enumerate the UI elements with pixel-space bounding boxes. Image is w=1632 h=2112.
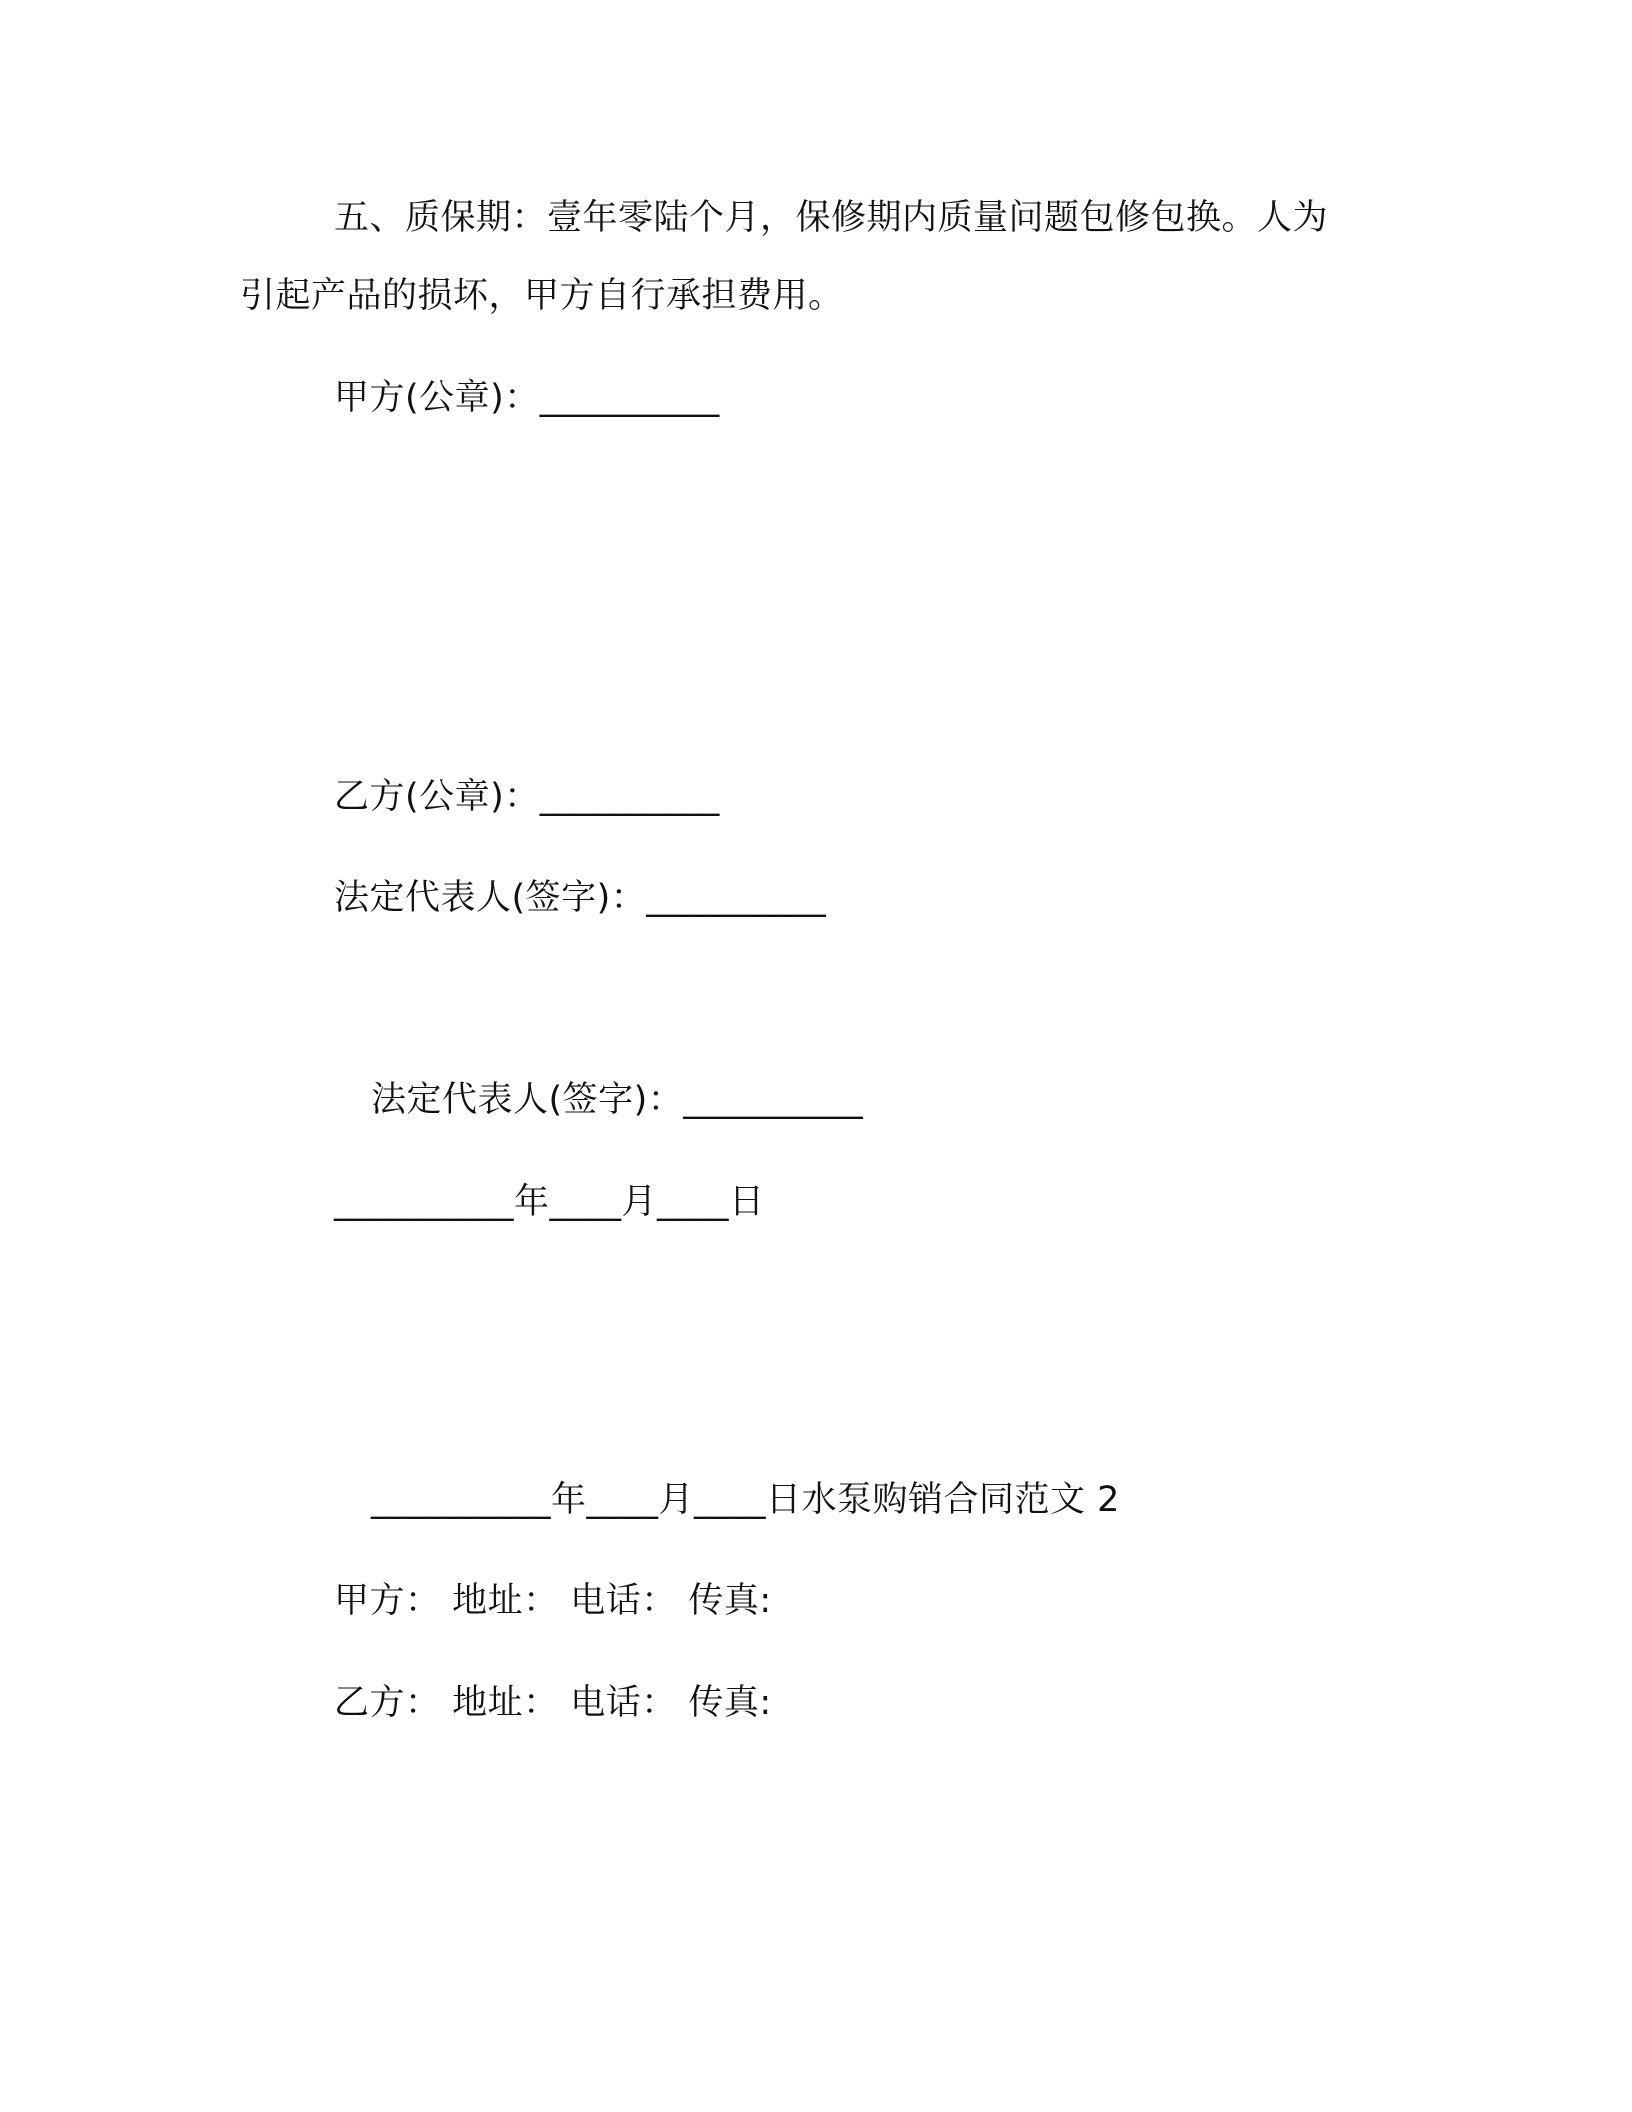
contract-title-line: __________年____月____日水泵购销合同范文 2	[371, 1480, 1120, 1520]
party-b-seal-line: 乙方(公章)：__________	[334, 777, 720, 817]
clause-5-line-2: 引起产品的损坏，甲方自行承担费用。	[240, 276, 844, 316]
legal-representative-signature-1: 法定代表人(签字)：__________	[334, 878, 827, 918]
date-line: __________年____月____日	[334, 1182, 765, 1222]
party-b-info-line: 乙方： 地址： 电话： 传真:	[334, 1683, 772, 1723]
clause-5-line-1: 五、质保期：壹年零陆个月，保修期内质量问题包修包换。人为	[334, 198, 1329, 238]
party-a-info-line: 甲方： 地址： 电话： 传真:	[334, 1581, 772, 1621]
party-a-seal-line: 甲方(公章)：__________	[334, 378, 720, 418]
legal-representative-signature-2: 法定代表人(签字)：__________	[371, 1080, 864, 1120]
